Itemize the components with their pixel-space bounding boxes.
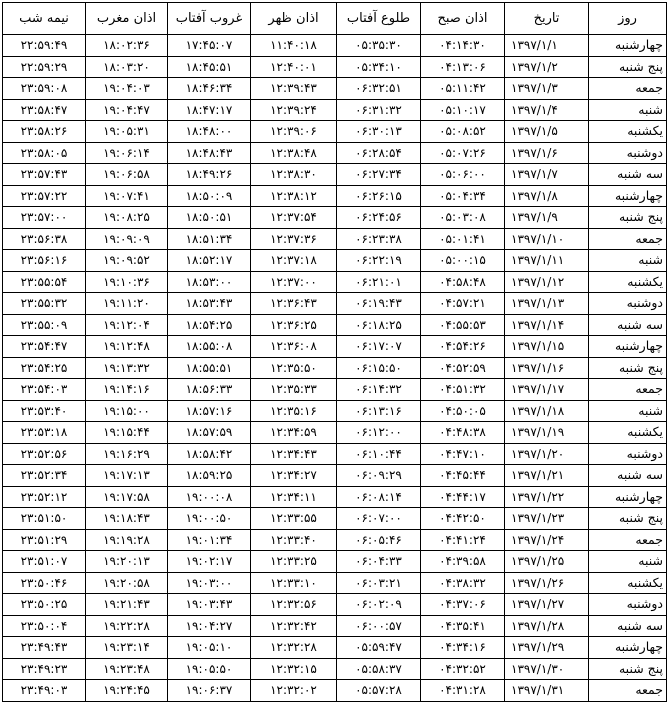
cell-sunset: ۱۸:۵۰:۰۹ [168,185,251,207]
cell-fajr: ۰۴:۵۴:۲۶ [421,336,505,358]
cell-day: جمعه [589,680,667,702]
cell-date: ۱۳۹۷/۱/۱۷ [505,379,589,401]
cell-midnight: ۲۳:۵۵:۳۲ [3,293,86,315]
prayer-times-table-container [2,2,667,702]
cell-midnight: ۲۳:۴۹:۲۳ [3,658,86,680]
cell-sunset: ۱۸:۵۴:۲۵ [168,314,251,336]
cell-fajr: ۰۴:۵۱:۳۲ [421,379,505,401]
cell-maghrib: ۱۹:۱۱:۲۰ [86,293,168,315]
cell-date: ۱۳۹۷/۱/۴ [505,99,589,121]
cell-date: ۱۳۹۷/۱/۱۰ [505,228,589,250]
cell-date: ۱۳۹۷/۱/۱۱ [505,250,589,272]
cell-sunrise: ۰۶:۱۴:۳۲ [337,379,421,401]
cell-dhuhr: ۱۲:۳۳:۲۵ [251,551,337,573]
cell-dhuhr: ۱۲:۳۶:۲۵ [251,314,337,336]
cell-fajr: ۰۴:۴۴:۱۷ [421,486,505,508]
table-row [3,35,667,57]
cell-maghrib: ۱۹:۰۹:۰۹ [86,228,168,250]
cell-sunset: ۱۸:۵۲:۱۷ [168,250,251,272]
cell-sunrise: ۰۶:۰۳:۲۱ [337,572,421,594]
cell-sunset: ۱۹:۰۳:۰۰ [168,572,251,594]
cell-fajr: ۰۴:۵۸:۴۸ [421,271,505,293]
cell-sunrise: ۰۶:۲۸:۵۴ [337,142,421,164]
cell-midnight: ۲۳:۵۳:۴۰ [3,400,86,422]
table-row [3,422,667,444]
cell-day: یکشنبه [589,121,667,143]
cell-date: ۱۳۹۷/۱/۱۹ [505,422,589,444]
cell-midnight: ۲۳:۵۰:۰۴ [3,615,86,637]
cell-midnight: ۲۳:۵۲:۱۲ [3,486,86,508]
table-row [3,250,667,272]
cell-date: ۱۳۹۷/۱/۲۲ [505,486,589,508]
table-row [3,99,667,121]
cell-dhuhr: ۱۲:۳۲:۴۲ [251,615,337,637]
cell-day: پنج شنبه [589,207,667,229]
cell-fajr: ۰۴:۴۲:۵۰ [421,508,505,530]
cell-sunrise: ۰۶:۲۴:۵۶ [337,207,421,229]
cell-midnight: ۲۳:۵۴:۴۷ [3,336,86,358]
cell-dhuhr: ۱۲:۳۹:۰۶ [251,121,337,143]
cell-sunrise: ۰۶:۲۶:۱۵ [337,185,421,207]
cell-date: ۱۳۹۷/۱/۲۱ [505,465,589,487]
cell-midnight: ۲۳:۵۳:۱۸ [3,422,86,444]
cell-day: سه شنبه [589,314,667,336]
cell-midnight: ۲۳:۵۸:۲۶ [3,121,86,143]
cell-dhuhr: ۱۲:۳۵:۳۳ [251,379,337,401]
cell-midnight: ۲۳:۵۸:۴۷ [3,99,86,121]
cell-sunrise: ۰۵:۳۴:۱۰ [337,56,421,78]
header-day: روز [589,3,667,35]
cell-sunrise: ۰۶:۰۰:۵۷ [337,615,421,637]
cell-fajr: ۰۵:۰۳:۰۸ [421,207,505,229]
cell-fajr: ۰۴:۳۹:۵۸ [421,551,505,573]
cell-sunset: ۱۸:۵۶:۳۳ [168,379,251,401]
cell-maghrib: ۱۹:۱۹:۲۸ [86,529,168,551]
cell-sunrise: ۰۶:۲۷:۳۴ [337,164,421,186]
cell-dhuhr: ۱۱:۴۰:۱۸ [251,35,337,57]
cell-fajr: ۰۴:۳۸:۳۲ [421,572,505,594]
cell-midnight: ۲۳:۵۵:۰۹ [3,314,86,336]
cell-sunset: ۱۸:۵۵:۰۸ [168,336,251,358]
cell-date: ۱۳۹۷/۱/۳۱ [505,680,589,702]
cell-sunrise: ۰۶:۰۹:۲۹ [337,465,421,487]
cell-sunrise: ۰۶:۱۸:۲۵ [337,314,421,336]
cell-fajr: ۰۴:۵۷:۲۱ [421,293,505,315]
cell-sunrise: ۰۶:۱۵:۵۰ [337,357,421,379]
cell-midnight: ۲۳:۵۴:۲۵ [3,357,86,379]
cell-sunset: ۱۸:۵۳:۴۳ [168,293,251,315]
cell-sunset: ۱۸:۵۱:۳۴ [168,228,251,250]
cell-dhuhr: ۱۲:۳۷:۳۶ [251,228,337,250]
cell-midnight: ۲۳:۵۷:۲۲ [3,185,86,207]
cell-dhuhr: ۱۲:۳۹:۲۴ [251,99,337,121]
cell-fajr: ۰۵:۰۱:۴۱ [421,228,505,250]
cell-sunset: ۱۷:۴۵:۰۷ [168,35,251,57]
cell-fajr: ۰۴:۱۴:۳۰ [421,35,505,57]
cell-day: جمعه [589,379,667,401]
cell-day: شنبه [589,99,667,121]
cell-day: شنبه [589,400,667,422]
cell-maghrib: ۱۹:۲۳:۴۸ [86,658,168,680]
cell-sunset: ۱۸:۵۳:۰۰ [168,271,251,293]
cell-dhuhr: ۱۲:۳۷:۱۸ [251,250,337,272]
cell-fajr: ۰۴:۴۷:۱۰ [421,443,505,465]
cell-day: سه شنبه [589,615,667,637]
cell-fajr: ۰۴:۵۵:۵۳ [421,314,505,336]
cell-maghrib: ۱۹:۰۷:۴۱ [86,185,168,207]
cell-maghrib: ۱۹:۲۳:۱۴ [86,637,168,659]
cell-date: ۱۳۹۷/۱/۷ [505,164,589,186]
table-row [3,207,667,229]
cell-date: ۱۳۹۷/۱/۶ [505,142,589,164]
cell-dhuhr: ۱۲:۳۲:۲۸ [251,637,337,659]
cell-sunset: ۱۹:۰۱:۳۴ [168,529,251,551]
cell-day: پنج شنبه [589,56,667,78]
cell-maghrib: ۱۹:۱۵:۴۴ [86,422,168,444]
cell-midnight: ۲۳:۵۸:۰۵ [3,142,86,164]
cell-maghrib: ۱۹:۱۲:۰۴ [86,314,168,336]
cell-date: ۱۳۹۷/۱/۳ [505,78,589,100]
cell-dhuhr: ۱۲:۳۴:۵۹ [251,422,337,444]
cell-sunrise: ۰۶:۰۸:۱۴ [337,486,421,508]
header-dhuhr: اذان ظهر [251,3,337,35]
cell-date: ۱۳۹۷/۱/۲۹ [505,637,589,659]
cell-fajr: ۰۴:۵۲:۵۹ [421,357,505,379]
cell-date: ۱۳۹۷/۱/۲۶ [505,572,589,594]
table-row [3,400,667,422]
cell-fajr: ۰۴:۳۲:۵۲ [421,658,505,680]
table-row [3,164,667,186]
table-row [3,185,667,207]
table-row [3,465,667,487]
cell-maghrib: ۱۹:۲۰:۱۳ [86,551,168,573]
cell-midnight: ۲۳:۵۲:۵۶ [3,443,86,465]
cell-sunrise: ۰۵:۵۸:۳۷ [337,658,421,680]
cell-fajr: ۰۵:۰۴:۳۴ [421,185,505,207]
cell-fajr: ۰۴:۳۵:۴۱ [421,615,505,637]
cell-midnight: ۲۳:۵۶:۳۸ [3,228,86,250]
cell-sunset: ۱۹:۰۴:۲۷ [168,615,251,637]
table-row [3,615,667,637]
cell-sunset: ۱۸:۴۵:۵۱ [168,56,251,78]
cell-sunset: ۱۸:۴۹:۲۶ [168,164,251,186]
cell-midnight: ۲۳:۴۹:۰۳ [3,680,86,702]
cell-fajr: ۰۴:۵۰:۰۵ [421,400,505,422]
cell-maghrib: ۱۹:۱۸:۴۳ [86,508,168,530]
cell-dhuhr: ۱۲:۳۶:۰۸ [251,336,337,358]
cell-sunrise: ۰۶:۱۲:۰۰ [337,422,421,444]
cell-sunset: ۱۹:۰۵:۱۰ [168,637,251,659]
cell-midnight: ۲۳:۵۷:۰۰ [3,207,86,229]
cell-date: ۱۳۹۷/۱/۸ [505,185,589,207]
header-maghrib: اذان مغرب [86,3,168,35]
cell-day: دوشنبه [589,594,667,616]
cell-day: یکشنبه [589,422,667,444]
cell-date: ۱۳۹۷/۱/۱۲ [505,271,589,293]
cell-date: ۱۳۹۷/۱/۲۳ [505,508,589,530]
cell-date: ۱۳۹۷/۱/۱۸ [505,400,589,422]
cell-dhuhr: ۱۲:۳۳:۵۵ [251,508,337,530]
cell-date: ۱۳۹۷/۱/۲۸ [505,615,589,637]
cell-date: ۱۳۹۷/۱/۲ [505,56,589,78]
cell-sunset: ۱۹:۰۰:۵۰ [168,508,251,530]
cell-sunrise: ۰۶:۱۳:۱۶ [337,400,421,422]
cell-day: چهارشنبه [589,35,667,57]
cell-date: ۱۳۹۷/۱/۵ [505,121,589,143]
table-row [3,637,667,659]
cell-date: ۱۳۹۷/۱/۱۳ [505,293,589,315]
cell-sunrise: ۰۶:۱۷:۰۷ [337,336,421,358]
cell-dhuhr: ۱۲:۳۴:۱۱ [251,486,337,508]
cell-maghrib: ۱۸:۰۳:۲۰ [86,56,168,78]
cell-sunset: ۱۸:۵۷:۱۶ [168,400,251,422]
cell-midnight: ۲۳:۵۴:۰۳ [3,379,86,401]
table-row [3,336,667,358]
prayer-times-table [2,2,667,702]
cell-maghrib: ۱۹:۱۷:۱۳ [86,465,168,487]
cell-day: چهارشنبه [589,486,667,508]
cell-midnight: ۲۳:۵۷:۴۳ [3,164,86,186]
table-row [3,228,667,250]
cell-fajr: ۰۵:۱۱:۴۲ [421,78,505,100]
table-row [3,293,667,315]
cell-dhuhr: ۱۲:۳۸:۱۲ [251,185,337,207]
cell-maghrib: ۱۹:۲۲:۲۸ [86,615,168,637]
cell-dhuhr: ۱۲:۳۴:۲۷ [251,465,337,487]
cell-dhuhr: ۱۲:۳۴:۴۳ [251,443,337,465]
table-row [3,680,667,702]
cell-fajr: ۰۵:۱۰:۱۷ [421,99,505,121]
cell-maghrib: ۱۸:۰۲:۳۶ [86,35,168,57]
cell-midnight: ۲۲:۵۹:۲۹ [3,56,86,78]
cell-day: یکشنبه [589,271,667,293]
cell-sunrise: ۰۶:۳۱:۳۲ [337,99,421,121]
cell-sunrise: ۰۶:۳۲:۵۱ [337,78,421,100]
cell-dhuhr: ۱۲:۳۸:۳۰ [251,164,337,186]
table-row [3,594,667,616]
cell-dhuhr: ۱۲:۴۰:۰۱ [251,56,337,78]
cell-sunrise: ۰۶:۱۹:۴۳ [337,293,421,315]
cell-day: دوشنبه [589,142,667,164]
cell-date: ۱۳۹۷/۱/۱ [505,35,589,57]
header-date: تاریخ [505,3,589,35]
cell-sunset: ۱۸:۴۸:۰۰ [168,121,251,143]
cell-sunrise: ۰۶:۰۵:۴۶ [337,529,421,551]
cell-fajr: ۰۵:۰۸:۵۲ [421,121,505,143]
cell-fajr: ۰۴:۱۳:۰۶ [421,56,505,78]
cell-sunset: ۱۹:۰۲:۱۷ [168,551,251,573]
cell-sunrise: ۰۶:۰۷:۰۰ [337,508,421,530]
cell-sunset: ۱۸:۴۷:۱۷ [168,99,251,121]
header-midnight: نیمه شب [3,3,86,35]
cell-dhuhr: ۱۲:۳۵:۵۰ [251,357,337,379]
cell-day: جمعه [589,228,667,250]
cell-sunset: ۱۸:۵۷:۵۹ [168,422,251,444]
cell-maghrib: ۱۹:۲۱:۴۳ [86,594,168,616]
cell-maghrib: ۱۹:۱۲:۴۸ [86,336,168,358]
cell-maghrib: ۱۹:۲۴:۴۵ [86,680,168,702]
cell-sunset: ۱۹:۰۶:۳۷ [168,680,251,702]
cell-maghrib: ۱۹:۱۳:۳۲ [86,357,168,379]
cell-sunset: ۱۸:۵۹:۲۵ [168,465,251,487]
cell-dhuhr: ۱۲:۳۷:۵۴ [251,207,337,229]
cell-midnight: ۲۳:۵۱:۵۰ [3,508,86,530]
table-row [3,271,667,293]
cell-sunset: ۱۹:۰۳:۴۳ [168,594,251,616]
cell-sunset: ۱۹:۰۵:۵۰ [168,658,251,680]
cell-fajr: ۰۵:۰۰:۱۵ [421,250,505,272]
cell-fajr: ۰۵:۰۷:۲۶ [421,142,505,164]
cell-day: جمعه [589,78,667,100]
cell-fajr: ۰۴:۴۱:۲۴ [421,529,505,551]
cell-midnight: ۲۳:۵۲:۳۴ [3,465,86,487]
cell-day: شنبه [589,551,667,573]
cell-day: دوشنبه [589,443,667,465]
table-row [3,572,667,594]
table-row [3,357,667,379]
table-row [3,121,667,143]
cell-day: جمعه [589,529,667,551]
cell-maghrib: ۱۹:۰۴:۰۳ [86,78,168,100]
cell-maghrib: ۱۹:۰۵:۳۱ [86,121,168,143]
cell-fajr: ۰۴:۳۷:۰۶ [421,594,505,616]
cell-sunset: ۱۸:۴۶:۳۴ [168,78,251,100]
table-row [3,658,667,680]
header-fajr: اذان صبح [421,3,505,35]
table-row [3,56,667,78]
table-row [3,443,667,465]
table-row [3,142,667,164]
cell-fajr: ۰۴:۴۸:۳۸ [421,422,505,444]
cell-day: دوشنبه [589,293,667,315]
cell-dhuhr: ۱۲:۳۲:۵۶ [251,594,337,616]
cell-date: ۱۳۹۷/۱/۱۵ [505,336,589,358]
cell-day: چهارشنبه [589,185,667,207]
cell-date: ۱۳۹۷/۱/۱۶ [505,357,589,379]
cell-sunrise: ۰۵:۵۷:۲۸ [337,680,421,702]
cell-maghrib: ۱۹:۰۶:۱۴ [86,142,168,164]
cell-sunrise: ۰۶:۰۴:۳۳ [337,551,421,573]
cell-day: پنج شنبه [589,508,667,530]
table-row [3,551,667,573]
cell-maghrib: ۱۹:۱۰:۳۶ [86,271,168,293]
cell-midnight: ۲۳:۵۱:۰۷ [3,551,86,573]
cell-maghrib: ۱۹:۱۶:۲۹ [86,443,168,465]
cell-dhuhr: ۱۲:۳۵:۱۶ [251,400,337,422]
cell-sunrise: ۰۵:۵۹:۴۷ [337,637,421,659]
cell-sunset: ۱۹:۰۰:۰۸ [168,486,251,508]
cell-sunrise: ۰۶:۲۳:۳۸ [337,228,421,250]
cell-maghrib: ۱۹:۰۸:۲۵ [86,207,168,229]
cell-maghrib: ۱۹:۱۴:۱۶ [86,379,168,401]
cell-day: سه شنبه [589,164,667,186]
cell-sunrise: ۰۶:۰۲:۰۹ [337,594,421,616]
cell-date: ۱۳۹۷/۱/۳۰ [505,658,589,680]
cell-day: پنج شنبه [589,357,667,379]
cell-midnight: ۲۳:۴۹:۴۳ [3,637,86,659]
header-row [3,3,667,35]
cell-sunrise: ۰۶:۲۱:۰۱ [337,271,421,293]
cell-dhuhr: ۱۲:۳۶:۴۳ [251,293,337,315]
cell-sunset: ۱۸:۵۰:۵۱ [168,207,251,229]
cell-dhuhr: ۱۲:۳۸:۴۸ [251,142,337,164]
cell-sunset: ۱۸:۴۸:۴۳ [168,142,251,164]
table-row [3,379,667,401]
cell-day: شنبه [589,250,667,272]
cell-sunset: ۱۸:۵۵:۵۱ [168,357,251,379]
cell-date: ۱۳۹۷/۱/۲۷ [505,594,589,616]
cell-date: ۱۳۹۷/۱/۲۰ [505,443,589,465]
cell-fajr: ۰۴:۳۱:۲۸ [421,680,505,702]
cell-dhuhr: ۱۲:۳۳:۱۰ [251,572,337,594]
cell-midnight: ۲۲:۵۹:۴۹ [3,35,86,57]
cell-maghrib: ۱۹:۱۵:۰۰ [86,400,168,422]
cell-sunrise: ۰۵:۳۵:۳۰ [337,35,421,57]
cell-maghrib: ۱۹:۲۰:۵۸ [86,572,168,594]
table-row [3,529,667,551]
cell-date: ۱۳۹۷/۱/۲۵ [505,551,589,573]
cell-day: سه شنبه [589,465,667,487]
table-row [3,508,667,530]
cell-midnight: ۲۳:۵۰:۲۵ [3,594,86,616]
cell-date: ۱۳۹۷/۱/۱۴ [505,314,589,336]
cell-midnight: ۲۳:۵۰:۴۶ [3,572,86,594]
cell-maghrib: ۱۹:۰۶:۵۸ [86,164,168,186]
cell-maghrib: ۱۹:۰۴:۴۷ [86,99,168,121]
cell-maghrib: ۱۹:۱۷:۵۸ [86,486,168,508]
cell-midnight: ۲۳:۵۹:۰۸ [3,78,86,100]
cell-maghrib: ۱۹:۰۹:۵۲ [86,250,168,272]
cell-dhuhr: ۱۲:۳۹:۴۳ [251,78,337,100]
cell-fajr: ۰۵:۰۶:۰۰ [421,164,505,186]
cell-date: ۱۳۹۷/۱/۲۴ [505,529,589,551]
cell-day: پنج شنبه [589,658,667,680]
cell-sunrise: ۰۶:۲۲:۱۹ [337,250,421,272]
cell-midnight: ۲۳:۵۵:۵۴ [3,271,86,293]
table-row [3,314,667,336]
cell-date: ۱۳۹۷/۱/۹ [505,207,589,229]
cell-dhuhr: ۱۲:۳۲:۱۵ [251,658,337,680]
cell-sunrise: ۰۶:۱۰:۴۴ [337,443,421,465]
cell-day: یکشنبه [589,572,667,594]
cell-dhuhr: ۱۲:۳۲:۰۲ [251,680,337,702]
header-sunrise: طلوع آفتاب [337,3,421,35]
table-row [3,78,667,100]
table-row [3,486,667,508]
cell-sunset: ۱۸:۵۸:۴۲ [168,443,251,465]
cell-day: چهارشنبه [589,637,667,659]
cell-fajr: ۰۴:۴۵:۴۴ [421,465,505,487]
cell-sunrise: ۰۶:۳۰:۱۳ [337,121,421,143]
table-body [3,35,667,702]
cell-dhuhr: ۱۲:۳۷:۰۰ [251,271,337,293]
cell-fajr: ۰۴:۳۴:۱۶ [421,637,505,659]
header-sunset: غروب آفتاب [168,3,251,35]
cell-dhuhr: ۱۲:۳۳:۴۰ [251,529,337,551]
cell-midnight: ۲۳:۵۱:۲۹ [3,529,86,551]
cell-midnight: ۲۳:۵۶:۱۶ [3,250,86,272]
cell-day: چهارشنبه [589,336,667,358]
